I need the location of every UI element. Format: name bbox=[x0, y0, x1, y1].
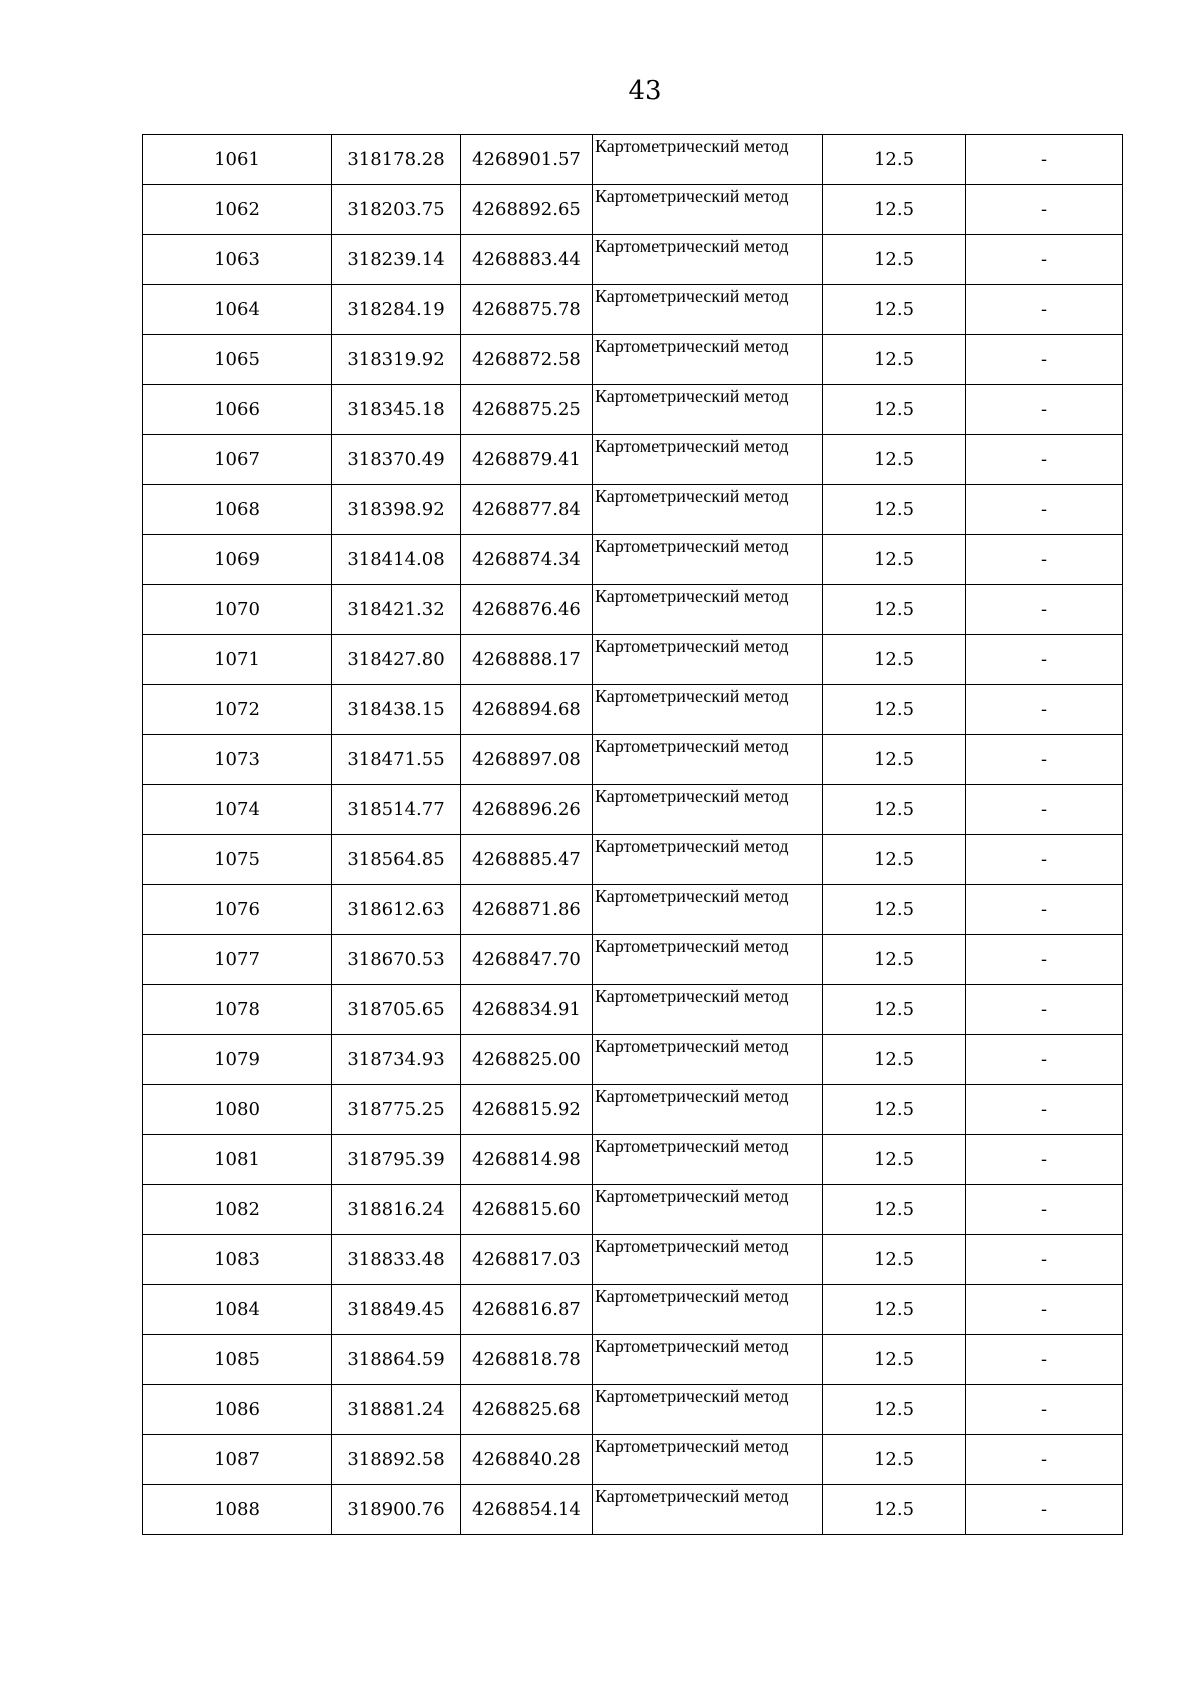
note-cell: - bbox=[966, 185, 1123, 235]
table-row bbox=[143, 335, 1123, 385]
accuracy-cell: 12.5 bbox=[823, 285, 966, 335]
table-row bbox=[143, 485, 1123, 535]
x-coordinate-cell: 318900.76 bbox=[332, 1485, 461, 1535]
x-coordinate-cell: 318564.85 bbox=[332, 835, 461, 885]
y-coordinate-cell: 4268896.26 bbox=[461, 785, 593, 835]
y-coordinate-cell: 4268877.84 bbox=[461, 485, 593, 535]
table-row bbox=[143, 985, 1123, 1035]
x-coordinate-cell: 318775.25 bbox=[332, 1085, 461, 1135]
method-cell: Картометрический метод bbox=[593, 335, 823, 385]
note-cell: - bbox=[966, 385, 1123, 435]
method-cell: Картометрический метод bbox=[593, 535, 823, 585]
x-coordinate-cell: 318816.24 bbox=[332, 1185, 461, 1235]
table-row bbox=[143, 1385, 1123, 1435]
method-cell: Картометрический метод bbox=[593, 1035, 823, 1085]
table-row bbox=[143, 585, 1123, 635]
point-number-cell: 1084 bbox=[143, 1285, 332, 1335]
method-cell: Картометрический метод bbox=[593, 1285, 823, 1335]
point-number-cell: 1085 bbox=[143, 1335, 332, 1385]
method-cell: Картометрический метод bbox=[593, 185, 823, 235]
table-row bbox=[143, 385, 1123, 435]
y-coordinate-cell: 4268817.03 bbox=[461, 1235, 593, 1285]
y-coordinate-cell: 4268854.14 bbox=[461, 1485, 593, 1535]
accuracy-cell: 12.5 bbox=[823, 1435, 966, 1485]
note-cell: - bbox=[966, 485, 1123, 535]
x-coordinate-cell: 318398.92 bbox=[332, 485, 461, 535]
accuracy-cell: 12.5 bbox=[823, 1285, 966, 1335]
y-coordinate-cell: 4268815.92 bbox=[461, 1085, 593, 1135]
table-row bbox=[143, 1435, 1123, 1485]
x-coordinate-cell: 318833.48 bbox=[332, 1235, 461, 1285]
accuracy-cell: 12.5 bbox=[823, 1385, 966, 1435]
y-coordinate-cell: 4268825.00 bbox=[461, 1035, 593, 1085]
table-row bbox=[143, 785, 1123, 835]
note-cell: - bbox=[966, 585, 1123, 635]
table-row bbox=[143, 285, 1123, 335]
accuracy-cell: 12.5 bbox=[823, 1085, 966, 1135]
accuracy-cell: 12.5 bbox=[823, 1235, 966, 1285]
point-number-cell: 1064 bbox=[143, 285, 332, 335]
y-coordinate-cell: 4268825.68 bbox=[461, 1385, 593, 1435]
note-cell: - bbox=[966, 1285, 1123, 1335]
note-cell: - bbox=[966, 1485, 1123, 1535]
method-cell: Картометрический метод bbox=[593, 1085, 823, 1135]
table-row bbox=[143, 1285, 1123, 1335]
method-cell: Картометрический метод bbox=[593, 235, 823, 285]
table-row bbox=[143, 1485, 1123, 1535]
y-coordinate-cell: 4268840.28 bbox=[461, 1435, 593, 1485]
table-row bbox=[143, 1235, 1123, 1285]
x-coordinate-cell: 318892.58 bbox=[332, 1435, 461, 1485]
point-number-cell: 1069 bbox=[143, 535, 332, 585]
accuracy-cell: 12.5 bbox=[823, 185, 966, 235]
point-number-cell: 1078 bbox=[143, 985, 332, 1035]
point-number-cell: 1068 bbox=[143, 485, 332, 535]
accuracy-cell: 12.5 bbox=[823, 1135, 966, 1185]
accuracy-cell: 12.5 bbox=[823, 535, 966, 585]
y-coordinate-cell: 4268885.47 bbox=[461, 835, 593, 885]
method-cell: Картометрический метод bbox=[593, 1485, 823, 1535]
x-coordinate-cell: 318319.92 bbox=[332, 335, 461, 385]
accuracy-cell: 12.5 bbox=[823, 885, 966, 935]
table-row bbox=[143, 685, 1123, 735]
method-cell: Картометрический метод bbox=[593, 835, 823, 885]
note-cell: - bbox=[966, 635, 1123, 685]
x-coordinate-cell: 318178.28 bbox=[332, 135, 461, 185]
page-number: 43 bbox=[628, 76, 662, 106]
method-cell: Картометрический метод bbox=[593, 1435, 823, 1485]
point-number-cell: 1079 bbox=[143, 1035, 332, 1085]
note-cell: - bbox=[966, 985, 1123, 1035]
x-coordinate-cell: 318514.77 bbox=[332, 785, 461, 835]
x-coordinate-cell: 318414.08 bbox=[332, 535, 461, 585]
y-coordinate-cell: 4268876.46 bbox=[461, 585, 593, 635]
method-cell: Картометрический метод bbox=[593, 585, 823, 635]
method-cell: Картометрический метод bbox=[593, 1335, 823, 1385]
point-number-cell: 1075 bbox=[143, 835, 332, 885]
table-row bbox=[143, 1135, 1123, 1185]
y-coordinate-cell: 4268815.60 bbox=[461, 1185, 593, 1235]
table-row bbox=[143, 235, 1123, 285]
y-coordinate-cell: 4268871.86 bbox=[461, 885, 593, 935]
method-cell: Картометрический метод bbox=[593, 385, 823, 435]
note-cell: - bbox=[966, 135, 1123, 185]
y-coordinate-cell: 4268883.44 bbox=[461, 235, 593, 285]
accuracy-cell: 12.5 bbox=[823, 335, 966, 385]
note-cell: - bbox=[966, 535, 1123, 585]
point-number-cell: 1080 bbox=[143, 1085, 332, 1135]
accuracy-cell: 12.5 bbox=[823, 685, 966, 735]
x-coordinate-cell: 318670.53 bbox=[332, 935, 461, 985]
table-row bbox=[143, 1185, 1123, 1235]
x-coordinate-cell: 318438.15 bbox=[332, 685, 461, 735]
y-coordinate-cell: 4268897.08 bbox=[461, 735, 593, 785]
point-number-cell: 1076 bbox=[143, 885, 332, 935]
table-row bbox=[143, 1085, 1123, 1135]
method-cell: Картометрический метод bbox=[593, 785, 823, 835]
coordinates-table bbox=[142, 134, 1123, 1535]
y-coordinate-cell: 4268872.58 bbox=[461, 335, 593, 385]
y-coordinate-cell: 4268875.25 bbox=[461, 385, 593, 435]
note-cell: - bbox=[966, 1385, 1123, 1435]
table-row bbox=[143, 835, 1123, 885]
x-coordinate-cell: 318427.80 bbox=[332, 635, 461, 685]
point-number-cell: 1071 bbox=[143, 635, 332, 685]
x-coordinate-cell: 318421.32 bbox=[332, 585, 461, 635]
note-cell: - bbox=[966, 835, 1123, 885]
accuracy-cell: 12.5 bbox=[823, 735, 966, 785]
note-cell: - bbox=[966, 1035, 1123, 1085]
accuracy-cell: 12.5 bbox=[823, 1485, 966, 1535]
x-coordinate-cell: 318284.19 bbox=[332, 285, 461, 335]
point-number-cell: 1074 bbox=[143, 785, 332, 835]
x-coordinate-cell: 318345.18 bbox=[332, 385, 461, 435]
table-row bbox=[143, 635, 1123, 685]
point-number-cell: 1087 bbox=[143, 1435, 332, 1485]
point-number-cell: 1082 bbox=[143, 1185, 332, 1235]
method-cell: Картометрический метод bbox=[593, 485, 823, 535]
x-coordinate-cell: 318849.45 bbox=[332, 1285, 461, 1335]
method-cell: Картометрический метод bbox=[593, 885, 823, 935]
note-cell: - bbox=[966, 885, 1123, 935]
x-coordinate-cell: 318734.93 bbox=[332, 1035, 461, 1085]
note-cell: - bbox=[966, 1235, 1123, 1285]
y-coordinate-cell: 4268879.41 bbox=[461, 435, 593, 485]
method-cell: Картометрический метод bbox=[593, 135, 823, 185]
accuracy-cell: 12.5 bbox=[823, 785, 966, 835]
table-row bbox=[143, 185, 1123, 235]
y-coordinate-cell: 4268834.91 bbox=[461, 985, 593, 1035]
note-cell: - bbox=[966, 935, 1123, 985]
point-number-cell: 1073 bbox=[143, 735, 332, 785]
accuracy-cell: 12.5 bbox=[823, 585, 966, 635]
method-cell: Картометрический метод bbox=[593, 1185, 823, 1235]
note-cell: - bbox=[966, 435, 1123, 485]
note-cell: - bbox=[966, 1085, 1123, 1135]
accuracy-cell: 12.5 bbox=[823, 935, 966, 985]
table-row bbox=[143, 735, 1123, 785]
x-coordinate-cell: 318705.65 bbox=[332, 985, 461, 1035]
method-cell: Картометрический метод bbox=[593, 985, 823, 1035]
accuracy-cell: 12.5 bbox=[823, 485, 966, 535]
table-row bbox=[143, 135, 1123, 185]
method-cell: Картометрический метод bbox=[593, 1135, 823, 1185]
method-cell: Картометрический метод bbox=[593, 285, 823, 335]
table-row bbox=[143, 1035, 1123, 1085]
y-coordinate-cell: 4268888.17 bbox=[461, 635, 593, 685]
point-number-cell: 1061 bbox=[143, 135, 332, 185]
method-cell: Картометрический метод bbox=[593, 735, 823, 785]
accuracy-cell: 12.5 bbox=[823, 985, 966, 1035]
accuracy-cell: 12.5 bbox=[823, 385, 966, 435]
y-coordinate-cell: 4268901.57 bbox=[461, 135, 593, 185]
accuracy-cell: 12.5 bbox=[823, 1035, 966, 1085]
x-coordinate-cell: 318612.63 bbox=[332, 885, 461, 935]
note-cell: - bbox=[966, 685, 1123, 735]
method-cell: Картометрический метод bbox=[593, 935, 823, 985]
x-coordinate-cell: 318881.24 bbox=[332, 1385, 461, 1435]
point-number-cell: 1066 bbox=[143, 385, 332, 435]
point-number-cell: 1063 bbox=[143, 235, 332, 285]
note-cell: - bbox=[966, 285, 1123, 335]
x-coordinate-cell: 318239.14 bbox=[332, 235, 461, 285]
accuracy-cell: 12.5 bbox=[823, 1335, 966, 1385]
point-number-cell: 1067 bbox=[143, 435, 332, 485]
x-coordinate-cell: 318203.75 bbox=[332, 185, 461, 235]
note-cell: - bbox=[966, 735, 1123, 785]
y-coordinate-cell: 4268894.68 bbox=[461, 685, 593, 735]
point-number-cell: 1083 bbox=[143, 1235, 332, 1285]
point-number-cell: 1070 bbox=[143, 585, 332, 635]
note-cell: - bbox=[966, 1135, 1123, 1185]
point-number-cell: 1065 bbox=[143, 335, 332, 385]
accuracy-cell: 12.5 bbox=[823, 435, 966, 485]
y-coordinate-cell: 4268818.78 bbox=[461, 1335, 593, 1385]
note-cell: - bbox=[966, 1435, 1123, 1485]
accuracy-cell: 12.5 bbox=[823, 835, 966, 885]
point-number-cell: 1086 bbox=[143, 1385, 332, 1435]
x-coordinate-cell: 318370.49 bbox=[332, 435, 461, 485]
table-row bbox=[143, 1335, 1123, 1385]
method-cell: Картометрический метод bbox=[593, 435, 823, 485]
y-coordinate-cell: 4268892.65 bbox=[461, 185, 593, 235]
method-cell: Картометрический метод bbox=[593, 1385, 823, 1435]
y-coordinate-cell: 4268847.70 bbox=[461, 935, 593, 985]
point-number-cell: 1081 bbox=[143, 1135, 332, 1185]
table-row bbox=[143, 535, 1123, 585]
y-coordinate-cell: 4268874.34 bbox=[461, 535, 593, 585]
coordinates-table-body bbox=[143, 135, 1123, 1535]
point-number-cell: 1062 bbox=[143, 185, 332, 235]
y-coordinate-cell: 4268816.87 bbox=[461, 1285, 593, 1335]
y-coordinate-cell: 4268875.78 bbox=[461, 285, 593, 335]
note-cell: - bbox=[966, 235, 1123, 285]
point-number-cell: 1088 bbox=[143, 1485, 332, 1535]
note-cell: - bbox=[966, 1335, 1123, 1385]
table-row bbox=[143, 885, 1123, 935]
point-number-cell: 1072 bbox=[143, 685, 332, 735]
method-cell: Картометрический метод bbox=[593, 685, 823, 735]
table-row bbox=[143, 935, 1123, 985]
accuracy-cell: 12.5 bbox=[823, 635, 966, 685]
x-coordinate-cell: 318864.59 bbox=[332, 1335, 461, 1385]
method-cell: Картометрический метод bbox=[593, 635, 823, 685]
y-coordinate-cell: 4268814.98 bbox=[461, 1135, 593, 1185]
accuracy-cell: 12.5 bbox=[823, 1185, 966, 1235]
table-row bbox=[143, 435, 1123, 485]
note-cell: - bbox=[966, 335, 1123, 385]
method-cell: Картометрический метод bbox=[593, 1235, 823, 1285]
x-coordinate-cell: 318795.39 bbox=[332, 1135, 461, 1185]
x-coordinate-cell: 318471.55 bbox=[332, 735, 461, 785]
point-number-cell: 1077 bbox=[143, 935, 332, 985]
note-cell: - bbox=[966, 1185, 1123, 1235]
note-cell: - bbox=[966, 785, 1123, 835]
accuracy-cell: 12.5 bbox=[823, 235, 966, 285]
accuracy-cell: 12.5 bbox=[823, 135, 966, 185]
